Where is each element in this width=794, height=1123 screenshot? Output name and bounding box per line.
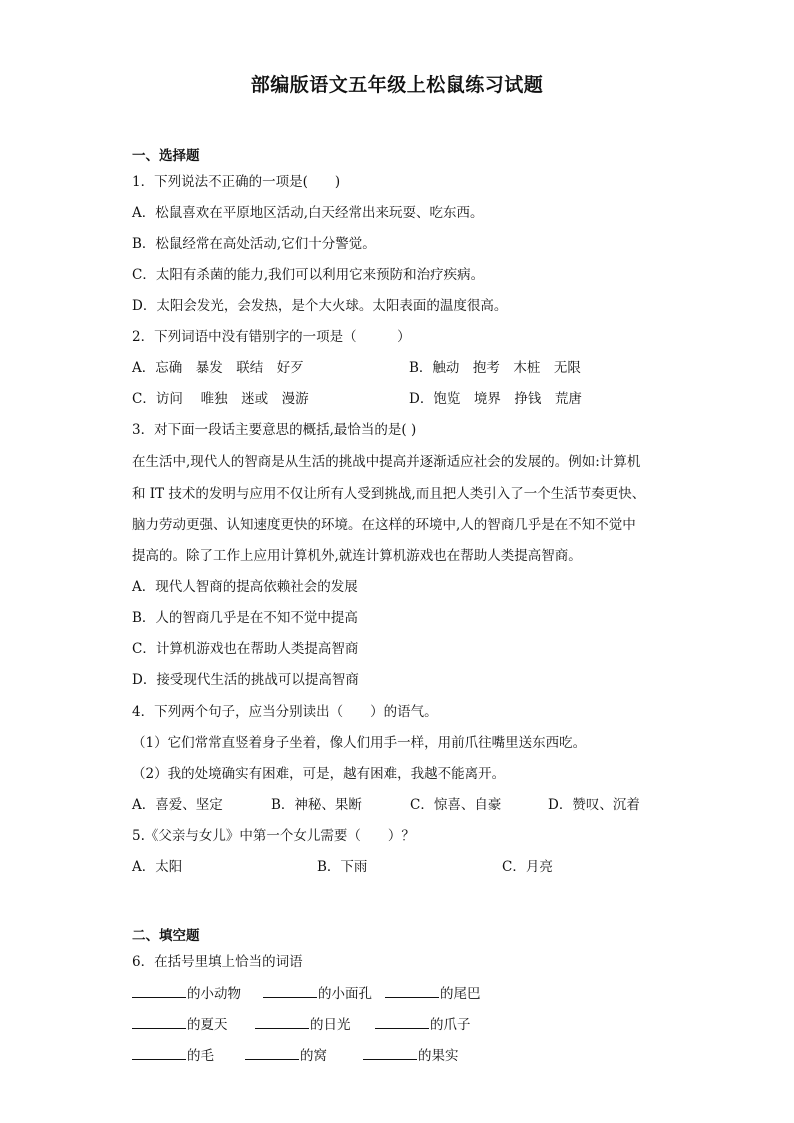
question-2-option-b: B．触动 抱考 木桩 无限	[409, 360, 581, 376]
fill-blank-item: 的日光	[255, 1014, 351, 1035]
answer-blank[interactable]	[363, 1045, 417, 1060]
question-1-option-c: C．太阳有杀菌的能力,我们可以利用它来预防和治疗疾病。	[132, 267, 485, 283]
fill-blank-item: 的小面孔	[263, 983, 372, 1004]
answer-blank[interactable]	[263, 983, 317, 998]
question-5-option-c: C．月亮	[502, 859, 553, 875]
question-3-passage-line: 脑力劳动更强、认知速度更快的环境。在这样的环境中,人的智商几乎是在不知不觉中	[132, 517, 636, 533]
question-4-option-a: A．喜爱、坚定	[132, 797, 223, 813]
question-1-option-d: D．太阳会发光，会发热，是个大火球。太阳表面的温度很高。	[132, 298, 508, 314]
question-4-option-d: D．赞叹、沉着	[548, 797, 640, 813]
question-2-option-c: C．访问 唯独 迷或 漫游	[132, 391, 309, 407]
answer-blank[interactable]	[132, 1014, 186, 1029]
section-heading-fill: 二、填空题	[132, 928, 200, 944]
question-6-stem: 6．在括号里填上恰当的词语	[132, 954, 303, 970]
question-2-option-a: A．忘确 暴发 联结 好歹	[132, 360, 304, 376]
question-2-option-d: D．饱览 境界 挣钱 荒唐	[409, 391, 582, 407]
question-3-passage-line: 在生活中,现代人的智商是从生活的挑战中提高并逐渐适应社会的发展的。例如:计算机	[132, 454, 641, 470]
section-heading-choice: 一、选择题	[132, 148, 200, 164]
question-5-option-a: A．太阳	[132, 859, 183, 875]
question-1-option-a: A．松鼠喜欢在平原地区活动,白天经常出来玩耍、吃东西。	[132, 205, 484, 221]
question-4-sentence-1: （1）它们常常直竖着身子坐着，像人们用手一样，用前爪往嘴里送东西吃。	[132, 735, 587, 751]
fill-blank-item: 的尾巴	[385, 983, 481, 1004]
fill-blank-item: 的窝	[245, 1045, 327, 1066]
fill-blank-item: 的果实	[363, 1045, 459, 1066]
question-4-stem: 4．下列两个句子，应当分别读出（ ）的语气。	[132, 704, 438, 720]
fill-blank-item: 的夏天	[132, 1014, 228, 1035]
question-1-option-b: B．松鼠经常在高处活动,它们十分警觉。	[132, 236, 376, 252]
question-3-option-c: C．计算机游戏也在帮助人类提高智商	[132, 641, 359, 657]
fill-blank-item: 的爪子	[375, 1014, 471, 1035]
question-1-stem: 1．下列说法不正确的一项是( )	[132, 174, 341, 190]
question-3-option-b: B．人的智商几乎是在不知不觉中提高	[132, 610, 358, 626]
answer-blank[interactable]	[255, 1014, 309, 1029]
question-3-stem: 3．对下面一段话主要意思的概括,最恰当的是( )	[132, 422, 417, 438]
question-4-option-c: C．惊喜、自豪	[410, 797, 502, 813]
answer-blank[interactable]	[132, 983, 186, 998]
question-3-passage-line: 和 IT 技术的发明与应用不仅让所有人受到挑战,而且把人类引入了一个生活节奏更快、	[132, 486, 646, 502]
question-3-passage-line: 提高的。除了工作上应用计算机外,就连计算机游戏也在帮助人类提高智商。	[132, 548, 582, 564]
answer-blank[interactable]	[375, 1014, 429, 1029]
fill-blank-item: 的毛	[132, 1045, 214, 1066]
answer-blank[interactable]	[132, 1045, 186, 1060]
question-4-sentence-2: （2）我的处境确实有困难，可是，越有困难，我越不能离开。	[132, 766, 506, 782]
question-2-stem: 2．下列词语中没有错别字的一项是（ ）	[132, 329, 411, 345]
document-title: 部编版语文五年级上松鼠练习试题	[250, 74, 544, 96]
fill-blank-item: 的小动物	[132, 983, 241, 1004]
question-3-option-a: A．现代人智商的提高依赖社会的发展	[132, 579, 358, 595]
answer-blank[interactable]	[245, 1045, 299, 1060]
answer-blank[interactable]	[385, 983, 439, 998]
question-5-option-b: B．下雨	[317, 859, 368, 875]
question-4-option-b: B．神秘、果断	[271, 797, 362, 813]
question-3-option-d: D．接受现代生活的挑战可以提高智商	[132, 672, 359, 688]
question-5-stem: 5.《父亲与女儿》中第一个女儿需要（ ）？	[132, 828, 415, 844]
